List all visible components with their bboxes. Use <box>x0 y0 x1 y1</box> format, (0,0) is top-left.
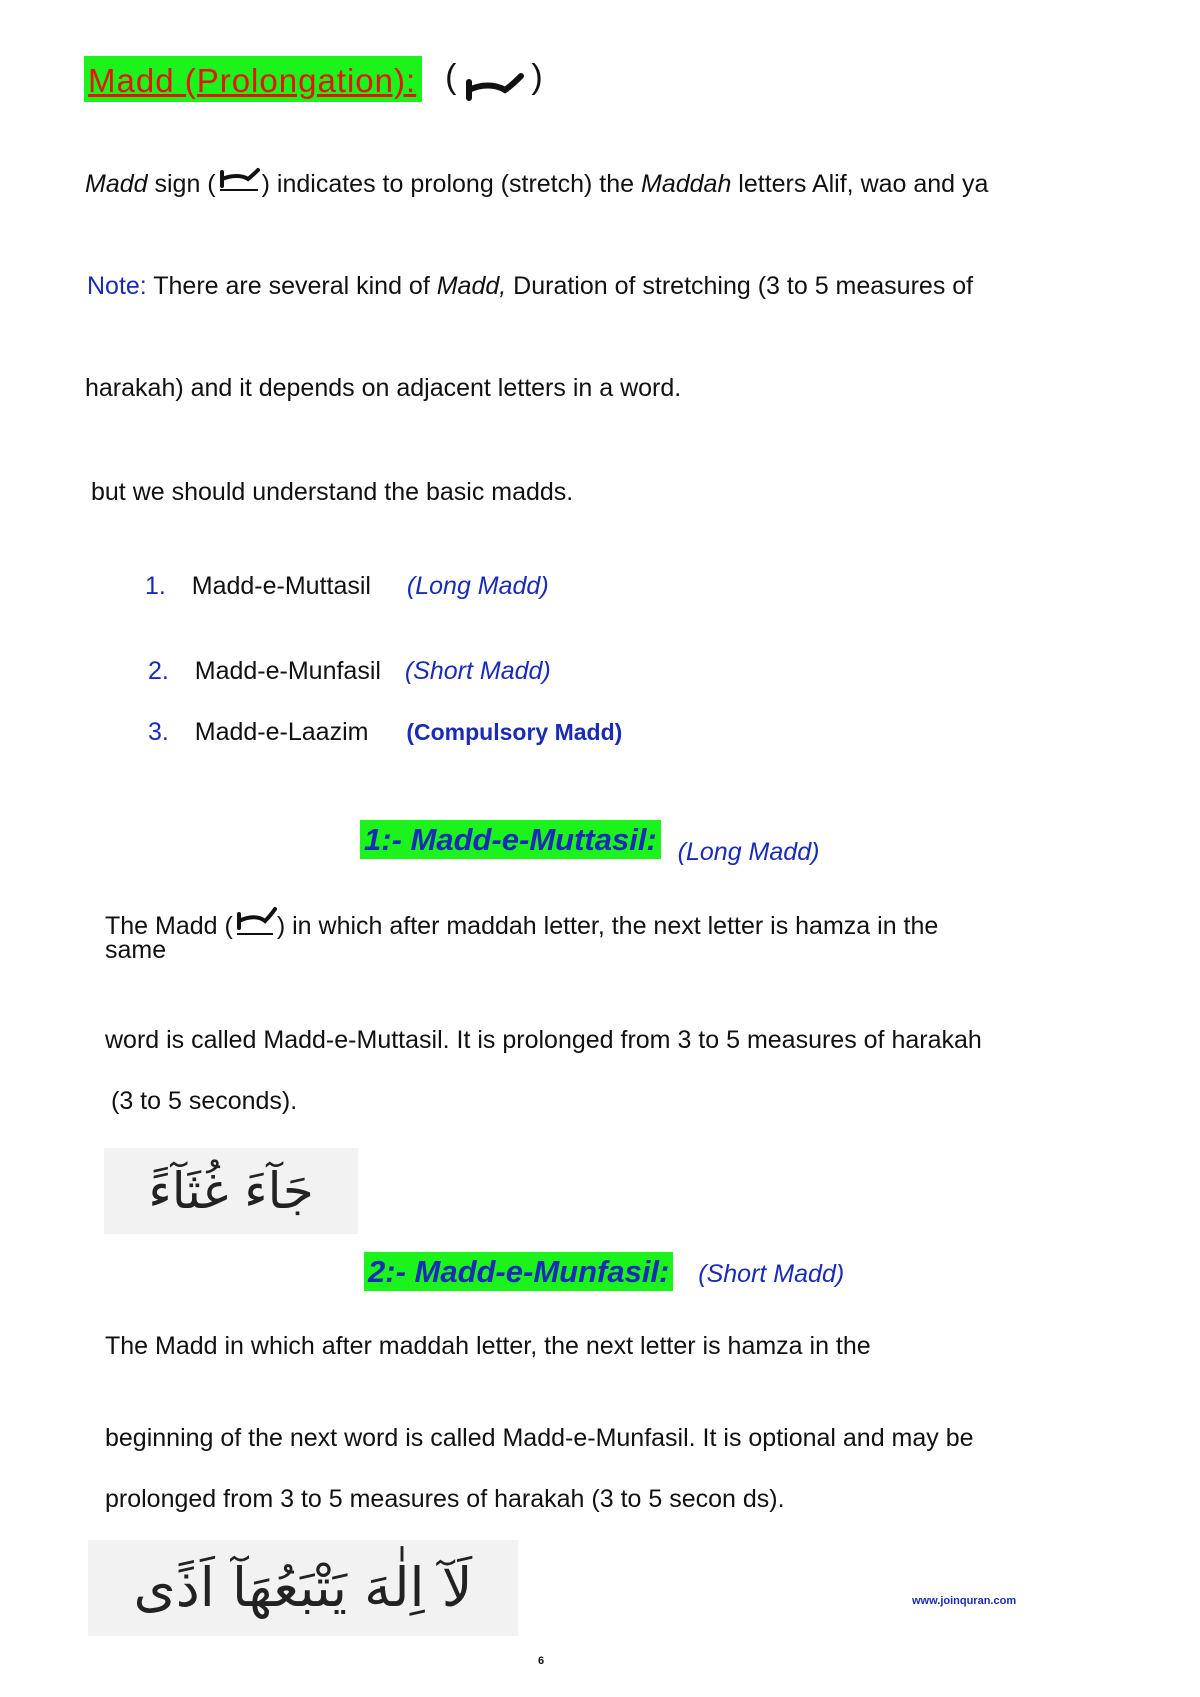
section-1-line-1 <box>105 904 938 941</box>
note-text-1: There are several kind of <box>146 272 437 300</box>
footer-website-link[interactable]: www.joinquran.com <box>912 1595 1017 1607</box>
arabic-example-2 <box>88 1540 518 1636</box>
arabic-example-1 <box>104 1148 358 1234</box>
list-name: Madd-e-Laazim <box>194 718 369 746</box>
arabic-example-1-text: جَآءَ غُثَآءً <box>148 1162 314 1220</box>
arabic-example-2-text: لَآ اِلٰهَ يَتْبَعُهَآ اَذًى <box>133 1556 473 1619</box>
section-1-p1b: ) in which after maddah letter, the next letter is hamza in the <box>276 912 939 940</box>
section-1-line-2: same <box>105 936 167 964</box>
note-line-1 <box>87 272 973 301</box>
list-number: 3. <box>148 718 169 746</box>
section-2-title: 2:- Madd-e-Munfasil: <box>364 1252 673 1291</box>
note-label: Note: <box>87 272 147 300</box>
section-2-line-2: beginning of the next word is called Madd-e-Munfasil. It is optional and may be <box>105 1424 974 1452</box>
intro-maddah-word: Maddah <box>641 170 732 198</box>
list-desc: (Long Madd) <box>406 572 549 600</box>
list-number: 2. <box>148 657 169 685</box>
page-title <box>84 56 543 102</box>
section-1-sub: (Long Madd) <box>677 838 820 866</box>
title-highlight <box>84 56 422 102</box>
list-name: Madd-e-Muttasil <box>191 572 371 600</box>
madd-sign-icon <box>216 166 262 194</box>
section-2-line-1: The Madd in which after maddah letter, the next letter is hamza in the <box>105 1332 871 1360</box>
section-1-p1a: The Madd ( <box>105 912 233 940</box>
intro-tail: letters Alif, wao and ya <box>731 170 989 198</box>
list-item <box>148 657 551 686</box>
section-2-line-3: prolonged from 3 to 5 measures of harakah (3 to 5 secon ds). <box>105 1485 785 1513</box>
note-line-3: but we should understand the basic madds. <box>91 478 574 506</box>
intro-sign-text: sign ( <box>147 170 216 198</box>
page-number: 6 <box>538 1655 545 1667</box>
list-desc: (Compulsory Madd) <box>406 719 623 745</box>
madd-sign-icon <box>461 68 527 108</box>
section-1-heading <box>360 822 820 866</box>
title-text: Madd (Prolongation): <box>88 62 417 99</box>
title-paren-close: ) <box>531 58 543 96</box>
list-name: Madd-e-Munfasil <box>194 657 381 685</box>
madd-sign-icon <box>233 904 277 938</box>
section-2-sub: (Short Madd) <box>698 1260 845 1288</box>
list-number: 1. <box>145 572 166 600</box>
section-1-line-3: word is called Madd-e-Muttasil. It is prolonged from 3 to 5 measures of harakah <box>105 1026 982 1054</box>
intro-after-sign: ) indicates to prolong (stretch) the <box>261 170 641 198</box>
note-text-2: Duration of stretching (3 to 5 measures of <box>506 272 974 300</box>
section-2-heading <box>364 1254 844 1290</box>
list-item <box>145 572 549 601</box>
list-item <box>148 718 622 747</box>
intro-line <box>85 166 988 199</box>
note-line-2: harakah) and it depends on adjacent letters in a word. <box>85 374 682 402</box>
list-desc: (Short Madd) <box>404 657 551 685</box>
intro-madd-word: Madd <box>85 170 148 198</box>
section-1-line-4: (3 to 5 seconds). <box>111 1087 298 1115</box>
title-paren-open: ( <box>445 58 457 96</box>
note-madd-word: Madd, <box>436 272 507 300</box>
section-1-title: 1:- Madd-e-Muttasil: <box>360 820 661 859</box>
